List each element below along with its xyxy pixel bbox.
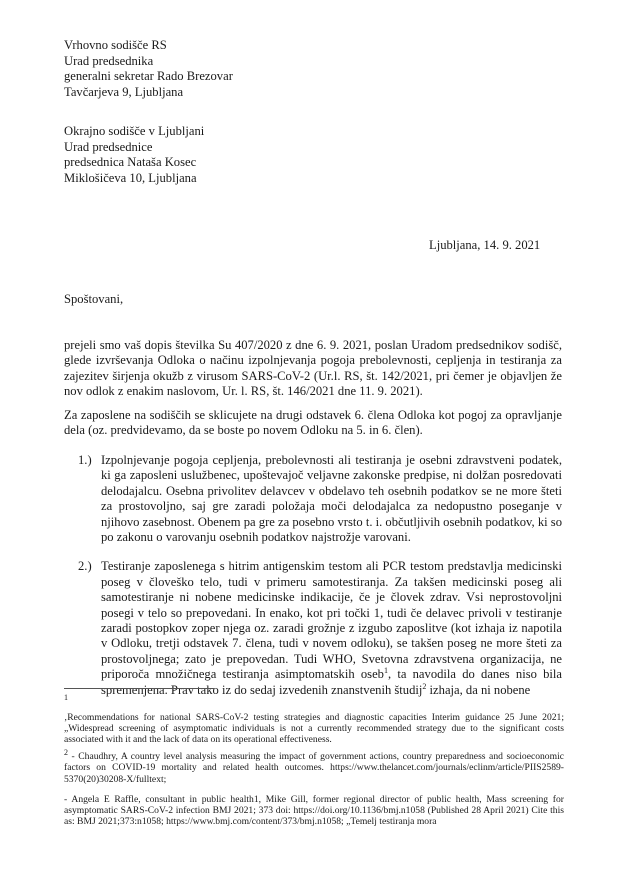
sender-address [64, 38, 233, 100]
recipient-line: Miklošičeva 10, Ljubljana [64, 170, 197, 185]
sender-line: Vrhovno sodišče RS [64, 38, 167, 52]
footnote-2 [64, 747, 564, 785]
salutation: Spoštovani, [64, 292, 124, 306]
footnote-marker-1: 1 [64, 693, 68, 702]
sender-line: Tavčarjeva 9, Ljubljana [64, 84, 184, 99]
footnote-3: - Angela E Raffle, consultant in public health1, Mike Gill, former regional director of public health, Mass screening for asymptomatic SARS-CoV-2 infection BMJ 2021; 373 doi: https://doi.org/10.1136/bmj.n1058 (Published 28 April 2021) Cite this as: BMJ 2021;373:n1058; https://www.bmj.com/content/373/bmj.n1058; „Temelj testiranja mora [64, 794, 564, 828]
footnote-divider [64, 688, 214, 689]
footnote-1: ‚Recommendations for national SARS-CoV-2 testing strategies and diagnostic capacities Interim guidance 25 June 2021; „Widespread screening of asymptomatic individuals is not a currently recommended strategy due to the significant costs associated with it and the lack of data on its operational effectiveness. [64, 712, 564, 746]
list-item-text: Testiranje zaposlenega s hitrim antigenskim testom ali PCR testom predstavlja medicinski poseg v človeško telo, tudi v primeru samotestiranja. Za takšen medicinski poseg ali samotestiranje ni nobene medicinske indikacije, če je človek zdrav. Vsi neprostovoljni posegi v telo so prepovedani. In enako, kot pri točki 1, tudi če delavec privoli v testiranje zaradi postopkov zoper njega oz. zaradi grožnje z izgubo zaposlitve (kot izhaja iz napotila v Odloku, tretji odstavek 7. člena, tudi v novem odloku), se takšen poseg ne more šteti za prostovoljnega; zato je prepovedan. Tudi WHO, Svetovna zdravstvena organizacija, ne priporoča množičnega testiranja asimptomatskih oseb [101, 559, 562, 682]
recipient-address [64, 124, 204, 186]
list-item [64, 559, 562, 698]
sender-line: Urad predsednika [64, 53, 154, 68]
letter-date: Ljubljana, 14. 9. 2021 [429, 238, 541, 252]
second-paragraph: Za zaposlene na sodiščih se sklicujete na drugi odstavek 6. člena Odloka kot pogoj za opravljanje dela (oz. predvidevamo, da se boste po novem Odloku na 5. in 6. člen). [64, 408, 562, 438]
list-item-text: Izpolnjevanje pogoja cepljenja, prebolevnosti ali testiranja je osebni zdravstveni podatek, ki ga zaposleni uslužbenec, upoštevajoč veljavne zakonske predpise, ni dolžan posredovati delodajalcu. Osebna privolitev delavcev v obdelavo teh osebnih podatkov se ne more šteti za prostovoljno, saj gre zaradi položaja moči delodajalca za nedopustno poseganje v njihovo zasebnost. Obenem pa gre za posebno vrsto t. i. občutljivih osebnih podatkov, ki so po zakonu o varovanju osebnih podatkov najstrožje varovani. [101, 453, 562, 545]
list-item-number: 2.) [78, 559, 92, 574]
footnote-ref-1[interactable]: 1 [383, 666, 388, 676]
intro-paragraph: prejeli smo vaš dopis številka Su 407/2020 z dne 6. 9. 2021, poslan Uradom predsednikov sodišč, glede izvrševanja Odloka o načinu izpolnjevanja pogoja prebolevnosti, cepljenja in testiranja za zajezitev širjenja okužb z virusom SARS-CoV-2 (Ur.l. RS, št. 142/2021, pri čemer je objavljen že nov odlok z enakim naslovom, Ur. l. RS, št. 146/2021 dne 11. 9. 2021). [64, 338, 562, 399]
recipient-line: Urad predsednice [64, 139, 153, 154]
list-item [64, 453, 562, 545]
list-item-text: izhaja, da ni nobene [426, 682, 531, 697]
sender-line: generalni sekretar Rado Brezovar [64, 69, 233, 84]
list-item-text: , ta navodila do danes niso bila spremenjena. Prav tako iz do sedaj izvedenih znanstvenih študij [101, 667, 563, 697]
footnote-2-text: - Chaudhry, A country level analysis measuring the impact of government actions, country preparedness and socioeconomic factors on COVID-19 mortality and related health outcomes. https://www.thelancet.com/journals/eclinm/article/PIIS2589-5370(20)30208-X/fulltext; [64, 751, 564, 785]
recipient-line: Okrajno sodišče v Ljubljani [64, 124, 205, 138]
footnote-ref-2[interactable]: 2 [422, 681, 427, 691]
list-item-number: 1.) [78, 453, 92, 467]
recipient-line: predsednica Nataša Kosec [64, 155, 197, 170]
numbered-list [64, 453, 562, 698]
footnote-marker-2: 2 [64, 748, 68, 757]
